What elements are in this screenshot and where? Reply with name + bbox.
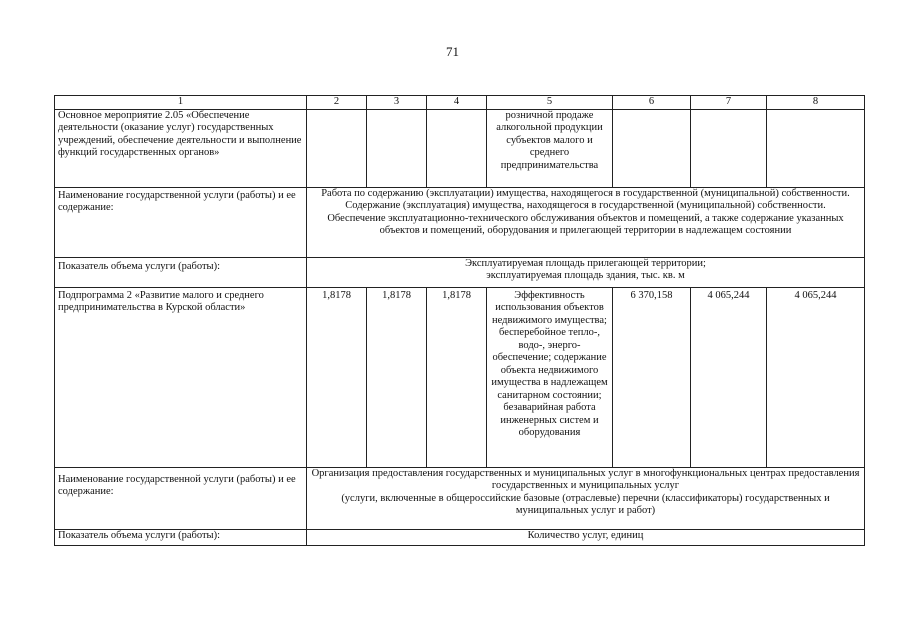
page-number: 71 <box>446 44 459 59</box>
volume-label: Показатель объема услуги (работы): <box>55 257 307 287</box>
table-row <box>55 109 865 187</box>
header-cell: 2 <box>307 96 367 110</box>
value-cell: 4 065,244 <box>691 287 767 467</box>
service-text: (услуги, включенные в общероссийские базовые (отраслевые) перечни (классификаторы) государственных и муниципальных услуг и работ) <box>341 492 830 516</box>
value-cell: 1,8178 <box>427 287 487 467</box>
header-cell: 6 <box>613 96 691 110</box>
table-row <box>55 257 865 287</box>
table-row <box>55 187 865 257</box>
volume-label: Показатель объема услуги (работы): <box>55 529 307 545</box>
service-text: Работа по содержанию (эксплуатации) имущества, находящегося в государственной (муниципальной) собственности. <box>321 187 850 199</box>
header-cell: 5 <box>487 96 613 110</box>
table-row <box>55 529 865 545</box>
header-cell: 8 <box>767 96 865 110</box>
activity-name: Основное мероприятие 2.05 «Обеспечение деятельности (оказание услуг) государственных учреждений, обеспечение деятельности и выполнение функций государственных органов» <box>55 109 307 187</box>
header-cell: 3 <box>367 96 427 110</box>
volume-text: Эксплуатируемая площадь прилегающей территории; <box>465 257 706 269</box>
subprogram-name: Подпрограмма 2 «Развитие малого и среднего предпринимательства в Курской области» <box>55 287 307 467</box>
service-text: Обеспечение эксплуатационно-технического обслуживания объектов и помещений, а также содержание указанных объектов и помещений, оборудования и прилегающей территории в надлежащем состоянии <box>327 212 844 236</box>
program-table <box>54 95 865 546</box>
value-cell: 1,8178 <box>307 287 367 467</box>
table-row <box>55 287 865 467</box>
header-cell: 1 <box>55 96 307 110</box>
header-row <box>55 96 865 110</box>
volume-content <box>307 257 865 287</box>
service-text: Содержание (эксплуатация) имущества, находящегося в государственной (муниципальной) собственности. <box>345 200 826 211</box>
value-cell: 1,8178 <box>367 287 427 467</box>
service-content <box>307 187 865 257</box>
volume-text: эксплуатируемая площадь здания, тыс. кв. м <box>486 270 685 281</box>
header-cell: 7 <box>691 96 767 110</box>
service-label: Наименование государственной услуги (работы) и ее содержание: <box>55 467 307 529</box>
value-cell: 6 370,158 <box>613 287 691 467</box>
header-cell: 4 <box>427 96 487 110</box>
service-content <box>307 467 865 529</box>
indicator-cell: розничной продаже алкогольной продукции субъектов малого и среднего предпринимательства <box>487 109 613 187</box>
value-cell: 4 065,244 <box>767 287 865 467</box>
table-row <box>55 467 865 529</box>
volume-text: Количество услуг, единиц <box>527 529 644 541</box>
volume-content <box>307 529 865 545</box>
service-text: Организация предоставления государственных и муниципальных услуг в многофункциональных центрах предоставления государственных и муниципальных услуг <box>311 467 860 491</box>
service-label: Наименование государственной услуги (работы) и ее содержание: <box>55 187 307 257</box>
indicator-cell: Эффективность использования объектов недвижимого имущества; бесперебойное тепло-, водо-, энерго-обеспечение; содержание объекта недвижимого имущества в надлежащем санитарном состоянии; безаварийная работа инженерных систем и оборудования <box>487 287 613 467</box>
